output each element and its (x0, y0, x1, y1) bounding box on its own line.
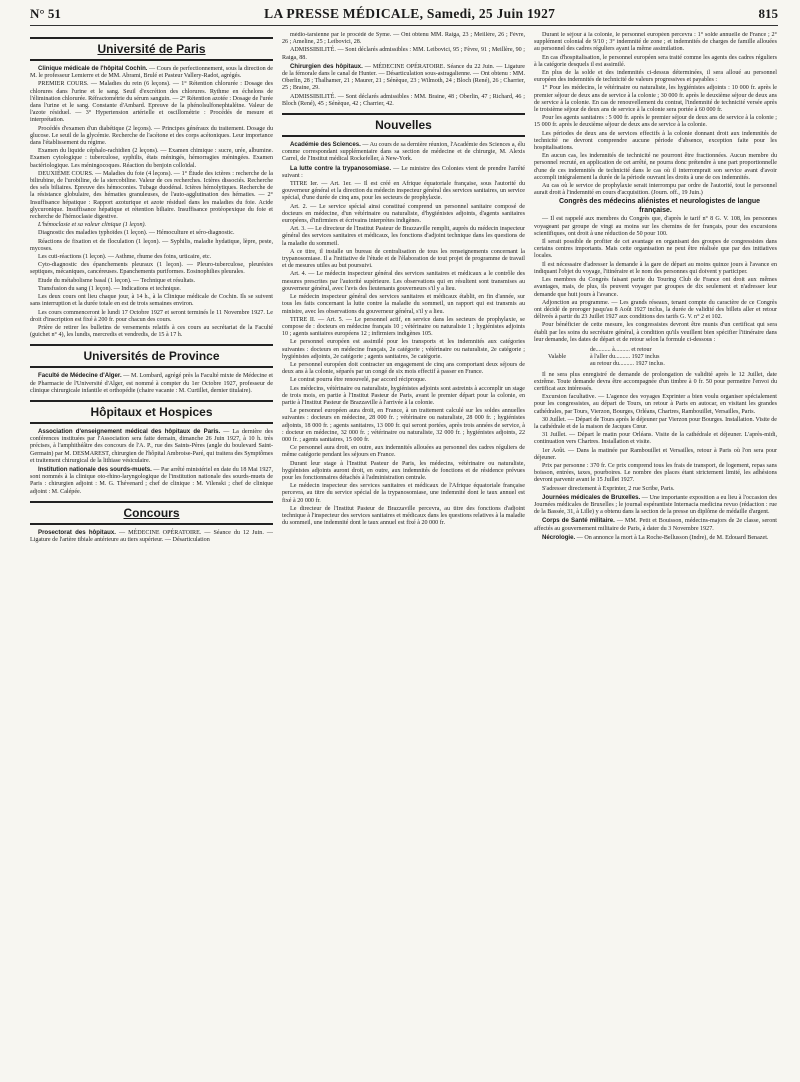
paragraph: Les médecins, vétérinaire ou naturaliste, hygiénistes adjoints sont astreints à accomplir un stage de trois mois, en partie à l'Institut Pasteur de Paris, avant le premier départ pour la colonie, en partie à l'Institut Pasteur de Brazzaville à l'arrivée à la colonie. (282, 385, 525, 406)
issue-number: N° 51 (30, 6, 61, 21)
paragraph: Réactions de fixation et de floculation (1 leçon). — Syphilis, maladie hydatique, lèpre, peste, mycoses. (30, 238, 273, 252)
paragraph: Le personnel européen aura droit, en France, à un traitement calculé sur les soldes annuelles suivantes : docteurs en médecine, 28 000 fr. ; vétérinaire ou naturaliste, 28 000 fr. ; hygiénistes adjoints, 18 000 fr. ; agents sanitaires, 13 000 fr. qui seront portées, après trois années de service, à : docteur en médecine, 32 000 fr. ; vétérinaire ou naturaliste, 32 000 fr. ; hygiénistes adjoints, 22 000 fr. ; agents sanitaires, 15 000 fr. (282, 408, 525, 443)
paragraph: PREMIER COURS. — Maladies du rein (6 leçons). — 1° Rétention chlorurée : Dosage des chlorures dans l'urine et le sang. Seuil d'excrétion des chlorures. Rythme en échelons de l'élimination chlorurée. Réfractométrie du sérum sanguin. — 2° Rétention azotée : Dosage de l'urée dans l'urine et le sang. Constante d'Ambard. Epreuve de la phénolsulfonephtaléine. Valeur de l'azote résiduel. — 3° Hypertension artérielle et oscillométrie : Procédés de mesure et interprétation. (30, 81, 273, 124)
paragraph: TITRE Ier. — Art. 1er. — Il est créé en Afrique équatoriale française, sous l'autorité du gouverneur général et la direction du médecin inspecteur général des services sanitaires, un service spécial, d'une durée de cinq ans, pour les secteurs de prophylaxie. (282, 181, 525, 202)
paragraph: TITRE II. — Art. 5. — Le personnel actif, en service dans les secteurs de prophylaxie, se compose de : docteurs en médecine français 10 ; vétérinaire ou naturaliste 1 ; hygiénistes adjoints 10 ; agents sanitaires européens 12 ; infirmiers indigènes 105. (282, 316, 525, 338)
paragraph: L'hémoclasie et sa valeur clinique (1 leçon). (38, 222, 147, 229)
paragraph: ADMISSIBILITÉ. — Sont déclarés admissibles : MM. Braine, 48 ; Oberlin, 47 ; Richard, 46 ; Bloch (René), 45 ; Sénèque, 42 ; Charrier, 42. (282, 93, 525, 107)
paragraph: Il ne sera plus enregistré de demande de prolongation de validité après le 12 Juillet, date extrême. Toute demande devra être accompagnée d'un timbre à 0 fr. 50 pour permettre l'envoi du certificat aux intéressés. (534, 371, 777, 392)
paragraph: Ce personnel aura droit, en outre, aux indemnités allouées au personnel des cadres réguliers de même catégorie pendant les séjours en France. (282, 445, 525, 459)
paragraph: Le médecin inspecteur général des services sanitaires et médicaux établit, en fin d'année, sur tous les faits concernant la lutte contre la maladie du sommeil, un rapport qui est transmis au ministre, avec les observations du gouverneur général, s'il y a lieu. (282, 294, 525, 315)
article-prosectorat: Prosectorat des hôpitaux. — MÉDECINE OPÉRATOIRE. — Séance du 12 Juin. — Ligature de l'artère tibiale antérieure au tiers supérieur. — Désarticulation (30, 528, 273, 543)
paragraph: Pour les agents sanitaires : 5 000 fr. après le premier séjour de deux ans de service à la colonie ; 15 000 fr. après le deuxième séjour de deux ans de service à la colonie. (534, 115, 777, 129)
article-chirurgien: Chirurgien des hôpitaux. — MÉDECINE OPÉRATOIRE. Séance du 22 Juin. — Ligature de la fémorale dans le canal de Hunter. — Désarticulation sous-astragalienne. — Ont obtenu : MM. Oberlin, 28 ; Thalhamer, 21 ; Maurer, 21 ; Sénèque, 23 ; Wilmoth, 24 ; Bloch (René), 26 ; Charrier, 25 ; Braine, 29. (282, 62, 525, 92)
newspaper-title: LA PRESSE MÉDICALE, Samedi, 25 Juin 1927 (264, 6, 556, 21)
paragraph: Les deux cours ont lieu chaque jour, à 14 h., à la Clinique médicale de Cochin. Ils se suivent sans interruption et la durée totale en est de trois semaines environ. (30, 294, 273, 308)
paragraph: Au cas où le service de prophylaxie serait interrompu par ordre de l'autorité, tout le personnel aurait droit à l'indemnité en cours d'acquisition. (Journ. off., 19 Juin.) (534, 183, 777, 197)
paragraph: Cyto-diagnostic des épanchements pleuraux (1 leçon). — Pleuro-tuberculose, pleurésies septiques, mécaniques, cancéreuses. Epanchements puriformes. Eosinophilies pleurales. (30, 262, 273, 276)
paragraph: Procédés d'examen d'un diabétique (2 leçons). — Principes généraux du traitement. Dosage du glucose. Le seuil de la glycémie. Recherche de l'acétone et des corps acétoniques. Leur importance dans l'établissement du régime. (30, 125, 273, 147)
paragraph: Transfusion du sang (1 leçon). — Indications et technique. (38, 285, 181, 292)
paragraph: Les cours commenceront le lundi 17 Octobre 1927 et seront terminés le 11 Novembre 1927. Le droit d'inscription est fixé à 200 fr. pour chacun des cours. (30, 309, 273, 323)
paragraph: Le personnel européen est assimilé pour les transports et les indemnités aux catégories suivantes : docteurs en médecine français, 2e catégorie ; vétérinaire ou naturaliste, 2e catégorie ; hygiénistes adjoints, 2e catégorie ; agents sanitaires, 3e catégorie. (282, 339, 525, 360)
paragraph: 1° Pour les médecins, le vétérinaire ou naturaliste, les hygiénistes adjoints : 10 000 fr. après le premier séjour de deux ans de service à la colonie ; 30 000 fr. après le deuxième séjour de deux ans de service à la colonie. En cas de renouvellement du contrat, l'indemnité de technicité versée après le troisième séjour de deux ans de service à la colonie sera portée à 60 000 fr. (534, 85, 777, 114)
section-hopitaux: Hôpitaux et Hospices (30, 400, 273, 424)
form-line: Valable à l'aller du.......... 1927 inclus (548, 354, 660, 361)
article-congres: — Il est rappelé aux membres du Congrès que, d'après le tarif n° 8 G. V. 108, les personnes voyageant par groupe de vingt au moins sur les chemins de fer français, pour des excursions scientifiques, ont droit à une réduction de 50 pour 100. (534, 216, 777, 237)
paragraph: médio-tarsienne par le procédé de Syme. — Ont obtenu MM. Raiga, 23 ; Meillère, 26 ; Fèvre, 26 ; Ameline, 25 ; Leibovici, 28. (282, 32, 525, 46)
article-trypanosomiase: La lutte contre la trypanosomiase. — Le ministre des Colonies vient de prendre l'arrêté suivant : (282, 164, 525, 179)
paragraph: Prière de retirer les bulletins de versements relatifs à ces cours au secrétariat de la Faculté (guichet n° 4), les lundis, mercredis et vendredis, de 15 à 17 h. (30, 324, 273, 339)
paragraph: Les membres du Congrès faisant partie du Touring Club de France ont droit aux mêmes avantages, mais, de plus, ils peuvent voyager par groupes de dix seulement et n'adresser leur demande que huit jours à l'avance. (534, 277, 777, 298)
paragraph: ADMISSIBILITÉ. — Sont déclarés admissibles : MM. Leibovici, 95 ; Fèvre, 91 ; Meillère, 90 ; Raiga, 88. (282, 47, 525, 61)
article-corps-sante: Corps de Santé militaire. — MM. Petit et Bouisson, médecins-majors de 2e classe, seront affectés au gouvernement militaire de Paris, à dater du 3 Novembre 1927. (534, 517, 777, 532)
paragraph: Les périodes de deux ans de services effectifs à la colonie donnant droit aux indemnités de technicité ne devront comprendre aucune période d'absence, exception faite pour les hospitalisations. (534, 130, 777, 152)
paragraph: Adjonction au programme. — Les grands réseaux, tenant compte du caractère de ce Congrès ont décidé de proroger jusqu'au 8 Août 1927 inclus, la durée de validité des billets aller et retour délivrés à partir du 23 Juillet 1927 aux conditions des tarifs G. V. n° 2 et 102. (534, 299, 777, 321)
paragraph: Art. 2. — Le service spécial ainsi constitué comprend un personnel sanitaire composé de docteurs en médecine, d'un vétérinaire ou naturaliste, d'hygiénistes adjoints, d'agents sanitaires européens, d'infirmiers et écrivains interprètes indigènes. (282, 203, 525, 225)
article-academie: Académie des Sciences. — Au cours de sa dernière réunion, l'Académie des Sciences a, élu comme correspondant supplémentaire dans sa section de médecine et de chirurgie, M. Alexis Carrel, de l'Institut médical Rockefeller, à New-York. (282, 141, 525, 163)
paragraph: Diagnostic des maladies typhoïdes (1 leçon). — Hémoculture et séro-diagnostic. (38, 230, 235, 237)
article-association: Association d'enseignement médical des hôpitaux de Paris. — La dernière des conférences instituées par l'Association sera faite demain, dimanche 26 Juin 1927, à 10 h. très précises, à l'amphithéâtre des concours de l'A. P., rue des Saints-Pères (angle du boulevard Saint-Germain) par M. DESMAREST, chirurgien de l'hôpital Ambroise-Paré, qui traitera des Symptômes et traitement chirurgical de la lithiase vésiculaire. (30, 427, 273, 464)
article-sourds-muets: Institution nationale des sourds-muets. — Par arrêté ministériel en date du 18 Mai 1927, sont nommés à la clinique oto-rhino-laryngologique de l'institution nationale des sourds-muets de Paris : chirurgien adjoint : M. G. Thévenard ; chef de clinique : M. Vilenski ; chef de clinique adjoint : M. Calépée. (30, 465, 273, 495)
article-alger: Faculté de Médecine d'Alger. — M. Lombard, agrégé près la Faculté mixte de Médecine et de Pharmacie de l'Université d'Alger, est nommé à compter du 1er Octobre 1927, professeur de clinique chirurgicale infantile et orthopédie (chaire vacante : M. Curtillet, dernier titulaire). (30, 372, 273, 394)
page-number: 815 (758, 6, 778, 21)
masthead (30, 6, 778, 26)
paragraph: Le contrat pourra être renouvelé, par accord réciproque. (290, 377, 427, 384)
paragraph: Le personnel européen doit contracter un engagement de cinq ans comportant deux séjours de deux ans à la colonie, séparés par un congé de six mois effectif à passer en France. (282, 361, 525, 376)
article-necrologie: Nécrologie. — On annonce la mort à La Roche-Bellusson (Indre), de M. Edouard Benazet. (542, 533, 769, 541)
paragraph: Durant le séjour à la colonie, le personnel européen percevra : 1° solde annuelle de France ; 2° supplément colonial de 9/10 ; 3° indemnité de zone ; et indemnités de charges de famille allouées au personnel des cadres réguliers ayant la même assimilation. (534, 32, 777, 53)
paragraph: Art. 3. — Le directeur de l'Institut Pasteur de Brazzaville remplit, auprès du médecin inspecteur général des services sanitaires et médicaux, les fonctions d'adjoint technique dans les questions de la maladie du sommeil. (282, 226, 525, 247)
column-2 (282, 32, 525, 545)
paragraph: S'adresser directement à Exprinter, 2 rue Scribe, Paris. (542, 485, 675, 492)
paragraph: Le directeur de l'Institut Pasteur de Brazzaville percevra, au titre des fonctions d'adjoint technique à l'inspecteur des services sanitaires et médicaux dans les questions relatives à la maladie du sommeil, une indemnité dont le taux annuel est fixé à 20 000 fr. (282, 505, 525, 527)
form-line: au retour du.......... 1927 inclus. (590, 361, 665, 368)
paragraph: A ce titre, il installe un bureau de centralisation de tous les renseignements concernant la trypanosomiase. Il a l'initiative de l'étude et de l'élaboration de tout projet de programme de travail et de mesures utiles au but poursuivi. (282, 248, 525, 270)
section-nouvelles: Nouvelles (282, 113, 525, 137)
paragraph: Durant leur stage à l'Institut Pasteur de Paris, les médecins, vétérinaire ou naturaliste, hygiénistes adjoints auront droit, en outre, aux indemnités de fonctions et de résidence prévues pour les fonctionnaires détachés à l'administration centrale. (282, 460, 525, 481)
paragraph: En aucun cas, les indemnités de technicité ne pourront être fractionnées. Aucun membre du personnel recruté, en application de cet arrêté, ne pourra donc prétendre à une part proportionnelle d'une de ces indemnités de technicité dans le cas où il interromprait son service avant d'avoir accompli intégralement la durée de la période ouvrant les droits à une de ces indemnités. (534, 153, 777, 181)
paragraph: Examen du liquide céphalo-rachidien (2 leçons). — Examen chimique : sucre, urée, albumine. Examen cytologique : tuberculose, syphilis, états méningés, hémorragies méningées. Examen bactériologique. Les méningocoques. Réaction du benjoin colloïdal. (30, 148, 273, 169)
article-bruxelles: Journées médicales de Bruxelles. — Une importante exposition a eu lieu à l'occasion des Journées médicales de Bruxelles ; le journal espérantiste Internacia medicina revuo (rédaction : rue de la Bassée, 31, à Lille) y a obtenu dans la section de la presse un diplôme de médaille d'argent. (534, 493, 777, 516)
article-clinique: Clinique médicale de l'hôpital Cochin. — Cours de perfectionnement, sous la direction de M. le professeur Lemierre et de MM. Abrami, Brulé et Pasteur Vallery-Radot, agrégés. (30, 65, 273, 80)
paragraph: 30 Juillet. — Départ de Tours après le déjeuner par Vierzon pour Bourges. Installation. Visite de la cathédrale et de la maison de Jacques Cœur. (534, 416, 777, 430)
paragraph: Les cuti-réactions (1 leçon). — Asthme, rhume des foins, urticaire, etc. (38, 254, 212, 261)
paragraph: En plus de la solde et des indemnités ci-dessus déterminées, il sera alloué au personnel européen des indemnités de technicité de valeurs progressives et payables : (534, 70, 777, 84)
paragraph: Prix par personne : 370 fr. Ce prix comprend tous les frais de transport, de logement, repas sans boisson, entrées, taxes, pourboires. Le nombre des places étant strictement limité, les adhésions devront parvenir avant le 15 Juillet 1927. (534, 462, 777, 484)
paragraph: Il serait possible de profiter de cet avantage en organisant des groupes de congressistes dans certains centres importants. Mais cette organisation ne peut être réalisée que par des initiatives locales. (534, 239, 777, 260)
article-congres-title: Congrès des médecins aliénistes et neurologistes de langue française. (558, 198, 761, 214)
paragraph: Art. 4. — Le médecin inspecteur général des services sanitaires et médicaux a le contrôle des mesures prescrites par l'autorité supérieure. Les observations qui en résultent sont transmises au gouverneur général, avec l'avis des lieutenants gouverneurs s'il y a lieu. (282, 271, 525, 292)
section-universite-paris: Université de Paris (30, 37, 273, 61)
validity-form (548, 347, 777, 369)
paragraph: Le médecin inspecteur des services sanitaires et médicaux de l'Afrique équatoriale française percevra, au titre du service spécial de la trypanosomiase, une indemnité dont le taux annuel est fixé à 20 000 fr. (282, 483, 525, 504)
paragraph: En cas d'hospitalisation, le personnel européen sera traité comme les agents des cadres réguliers à la catégorie desquels il est assimilé. (534, 54, 777, 68)
form-line: de.......... à.......... et retour (590, 346, 652, 353)
paragraph: DEUXIÈME COURS. — Maladies du foie (4 leçons). — 1° Étude des ictères : recherche de la bilirubine, de l'urobiline, de la stercobiline. Valeur de ces recherches. Ictères dissociés. Recherche des sels biliaires. Epreuve des hémoconies. Tubage duodénal. Ictères hémolytiques. Recherche de la résistance globulaire, des hématies granuleuses, de l'auto-agglutination des hématies. — 2° Insuffisance hépatique : Rapport azoturique et azote résiduel dans les maladies du foie. Acide glycuronique. Insuffisance hépatique et rétention biliaire. Insuffisance protéopexique du foie et recherche de l'hémoclasie digestive. (30, 170, 273, 221)
paragraph: Pour bénéficier de cette mesure, les congressistes devront être munis d'un certificat qui sera établi par les soins du secrétaire général, à condition qu'ils veuillent bien spécifier l'itinéraire dans leur demande, les dates de départ et de retour selon la formule ci-dessous : (534, 322, 777, 343)
column-3 (534, 32, 777, 545)
section-universites-province: Universités de Province (30, 344, 273, 368)
paragraph: 1er Août. — Dans la matinée par Rambouillet et Versailles, retour à Paris où l'on sera pour déjeuner. (534, 447, 777, 461)
paragraph: Excursion facultative. — L'agence des voyages Exprinter a bien voulu organiser spécialement pour les congressistes, au départ de Tours, un retour à Paris en autocar, en visitant les grandes cathédrales, par Tours, Vierzon, Bourges, Orléans, Chartres, Rambouillet, Versailles, Paris. (534, 394, 777, 415)
paragraph: Il est nécessaire d'adresser la demande à la gare de départ au moins quinze jours à l'avance en indiquant l'objet du voyage, l'itinéraire et le nom des personnes qui doivent y participer. (534, 261, 777, 275)
column-1 (30, 32, 273, 545)
paragraph: Etude du métabolisme basal (1 leçon). — Technique et résultats. (38, 277, 196, 284)
section-concours: Concours (30, 501, 273, 525)
paragraph: 31 Juillet. — Départ le matin pour Orléans. Visite de la cathédrale et déjeuner. L'après-midi, continuation vers Chartres. Installation et visite. (534, 432, 777, 446)
